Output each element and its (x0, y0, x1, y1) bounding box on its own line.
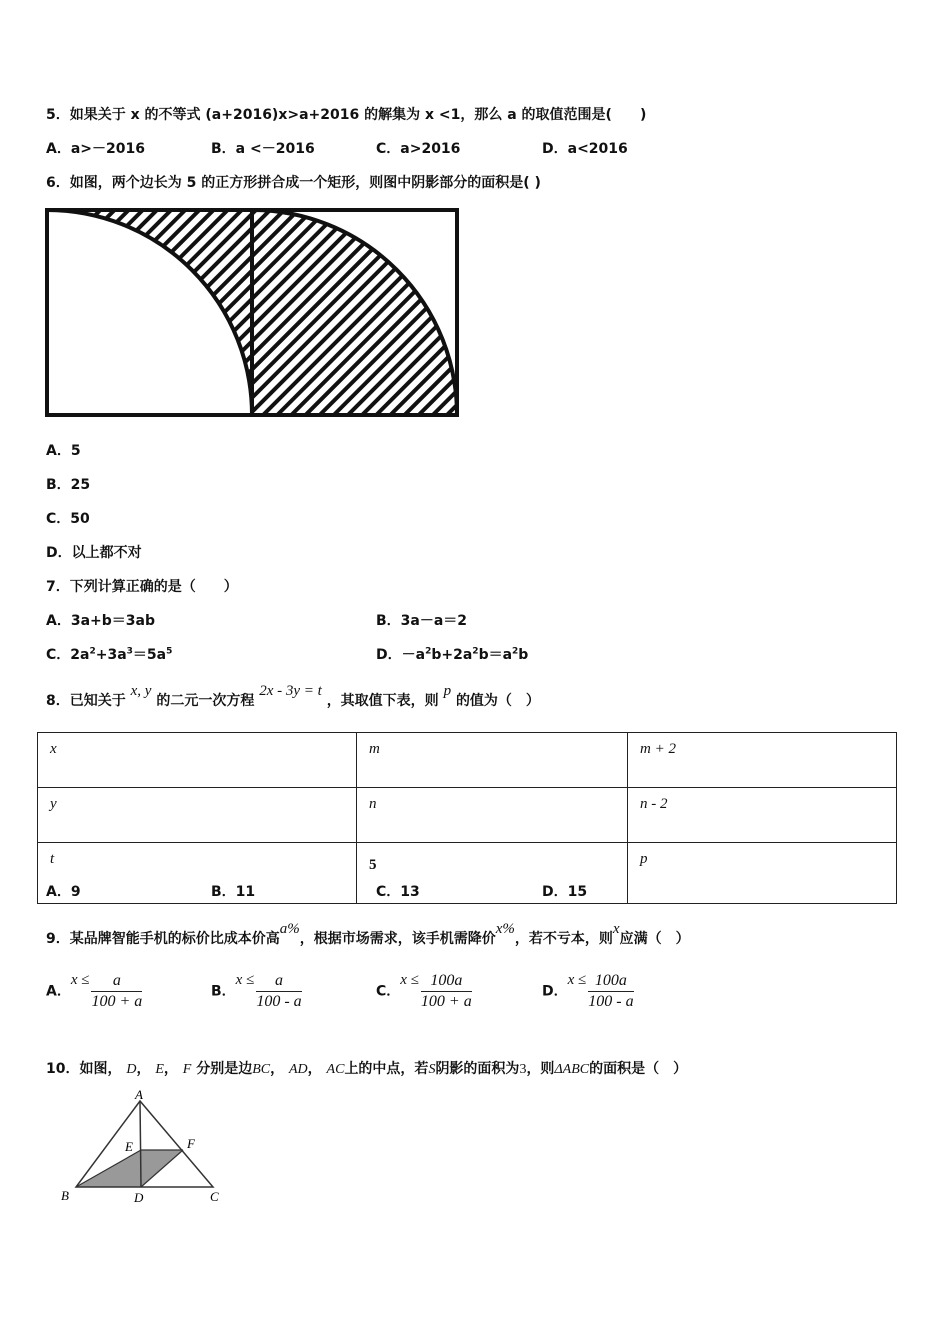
q5-stem: 5．如果关于 x 的不等式 (a+2016)x>a+2016 的解集为 x <1，那么 a 的取值范围是( ) (46, 107, 647, 123)
q9-b-fraction (256, 972, 301, 1011)
q9-option-c[interactable] (376, 972, 472, 1011)
q7-c-power1: 2 (89, 646, 96, 657)
q7-c-power3: 5 (166, 646, 173, 657)
label-f: F (187, 1136, 195, 1151)
q9-text-2: ，根据市场需求，该手机需降价 (299, 931, 496, 947)
table-cell: 5 (357, 843, 628, 904)
q8-equation: 2x - 3y = t (259, 683, 322, 699)
q6-stem: 6．如图，两个边长为 5 的正方形拼合成一个矩形，则图中阴影部分的面积是( ) (46, 175, 541, 191)
q10-point-e: E (155, 1062, 164, 1077)
q10-three: 3 (519, 1062, 527, 1077)
label-c: C (210, 1189, 219, 1204)
q10-point-f: F (182, 1062, 192, 1077)
q9-d-lhs: x ≤ (567, 971, 587, 988)
q10-triangle-abc: ΔABC (554, 1062, 590, 1077)
q9-c-label: C． (376, 983, 401, 1000)
q7-d-power1: 2 (425, 646, 432, 657)
q8-option-d[interactable]: D．15 (542, 884, 588, 900)
q10-sep-3: ， (270, 1061, 285, 1077)
q6-option-b[interactable]: B．25 (46, 477, 91, 493)
q7-option-a[interactable]: A．3a+b＝3ab (46, 613, 155, 629)
q9-d-fraction (588, 972, 633, 1011)
q9-c-fraction (421, 972, 472, 1011)
label-a: A (135, 1088, 143, 1102)
triangle-abc-figure (58, 1088, 228, 1208)
q8-option-a[interactable]: A．9 (46, 884, 81, 900)
q7-d-part1: D．－a (376, 647, 426, 663)
q8-value-table (37, 732, 897, 904)
q5-option-d[interactable]: D．a<2016 (542, 141, 628, 157)
q10-text-2: 分别是边 (196, 1061, 253, 1077)
q8-var-p: p (443, 683, 452, 699)
q8-stem (46, 683, 540, 710)
label-d: D (134, 1190, 144, 1205)
q7-d-power3: 2 (512, 646, 519, 657)
q10-stem (46, 1058, 687, 1078)
q9-a-numerator: a (91, 972, 142, 992)
q10-text-6: 的面积是（ ） (589, 1061, 688, 1077)
q8-vars: x, y (130, 683, 152, 699)
q7-option-c[interactable] (46, 644, 172, 664)
q9-var-x: x (612, 921, 620, 937)
q6-option-d[interactable]: D．以上都不对 (46, 545, 142, 561)
median-ad (140, 1101, 141, 1187)
q7-d-part3: b＝a (478, 647, 513, 663)
table-cell: m (357, 733, 628, 788)
q7-d-part2: b+2a (431, 647, 473, 663)
q9-text-4: 应满（ ） (619, 931, 690, 947)
q10-text-5: ，则 (526, 1061, 555, 1077)
table-row (38, 843, 897, 904)
table-row (38, 788, 897, 843)
shaded-quadrilateral (76, 1150, 183, 1187)
q8-option-b[interactable]: B．11 (211, 884, 256, 900)
q10-point-d: D (126, 1062, 137, 1077)
q10-side-ad: AD (289, 1062, 308, 1077)
q9-c-denominator: 100 + a (420, 993, 472, 1010)
q10-side-bc: BC (252, 1062, 271, 1077)
q7-d-power2: 2 (472, 646, 479, 657)
q10-text-1: 10．如图， (46, 1061, 122, 1077)
q10-side-ac: AC (326, 1062, 345, 1077)
q9-c-lhs: x ≤ (400, 971, 419, 988)
q5-option-c[interactable]: C．a>2016 (376, 141, 461, 157)
q5-option-b[interactable]: B．a <－2016 (211, 141, 315, 157)
q9-d-denominator: 100 - a (588, 993, 634, 1010)
q8-text-3: ，其取值下表，则 (326, 693, 439, 709)
q9-a-fraction (91, 972, 142, 1011)
shaded-region-right (252, 210, 457, 415)
q9-d-label: D． (542, 983, 568, 1000)
q9-stem (46, 921, 690, 948)
q8-text-4: 的值为（ ） (455, 693, 540, 709)
q9-a-label: A． (46, 983, 71, 1000)
q7-option-d[interactable] (376, 644, 528, 664)
table-cell: n - 2 (628, 788, 897, 843)
q9-option-b[interactable] (211, 972, 302, 1011)
shaded-region-left (47, 210, 252, 415)
q6-option-c[interactable]: C．50 (46, 511, 90, 527)
q7-option-b[interactable]: B．3a－a＝2 (376, 613, 468, 629)
label-b: B (61, 1188, 69, 1203)
q9-option-d[interactable] (542, 972, 634, 1011)
q7-d-part4: b (518, 647, 529, 663)
q9-a-percent: a% (279, 921, 300, 937)
q9-b-denominator: 100 - a (256, 993, 302, 1010)
q9-b-numerator: a (256, 972, 301, 992)
q7-c-power2: 3 (126, 646, 133, 657)
q7-stem: 7．下列计算正确的是（ ） (46, 579, 238, 595)
q10-sep-2: ， (163, 1061, 178, 1077)
q8-text-2: 的二元一次方程 (156, 693, 255, 709)
q9-a-lhs: x ≤ (70, 971, 90, 988)
q10-sep-1: ， (136, 1061, 151, 1077)
q5-option-a[interactable]: A．a>－2016 (46, 141, 145, 157)
table-cell: p (628, 843, 897, 904)
q10-s: S (428, 1062, 436, 1077)
q9-b-lhs: x ≤ (235, 971, 255, 988)
q9-text-1: 9．某品牌智能手机的标价比成本价高 (46, 931, 280, 947)
q6-option-a[interactable]: A．5 (46, 443, 81, 459)
q8-option-c[interactable]: C．13 (376, 884, 420, 900)
table-cell: t (38, 843, 357, 904)
q9-text-3: ，若不亏本，则 (514, 931, 613, 947)
q9-b-label: B． (211, 983, 236, 1000)
table-cell: m + 2 (628, 733, 897, 788)
q9-option-a[interactable] (46, 972, 142, 1011)
label-e: E (125, 1139, 133, 1154)
q8-text-1: 8．已知关于 (46, 693, 126, 709)
q9-d-numerator: 100a (588, 972, 633, 992)
q7-c-part1: C．2a (46, 647, 90, 663)
table-cell: n (357, 788, 628, 843)
q10-sep-4: ， (307, 1061, 322, 1077)
q9-c-numerator: 100a (421, 972, 472, 992)
q10-text-3: 上的中点，若 (344, 1061, 429, 1077)
two-squares-figure (44, 207, 464, 421)
table-cell: y (38, 788, 357, 843)
q7-c-part3: ＝5a (132, 647, 167, 663)
q9-a-denominator: 100 + a (91, 993, 143, 1010)
q7-c-part2: +3a (95, 647, 127, 663)
table-row (38, 733, 897, 788)
q10-text-4: 阴影的面积为 (435, 1061, 520, 1077)
table-cell: x (38, 733, 357, 788)
q9-x-percent: x% (495, 921, 515, 937)
